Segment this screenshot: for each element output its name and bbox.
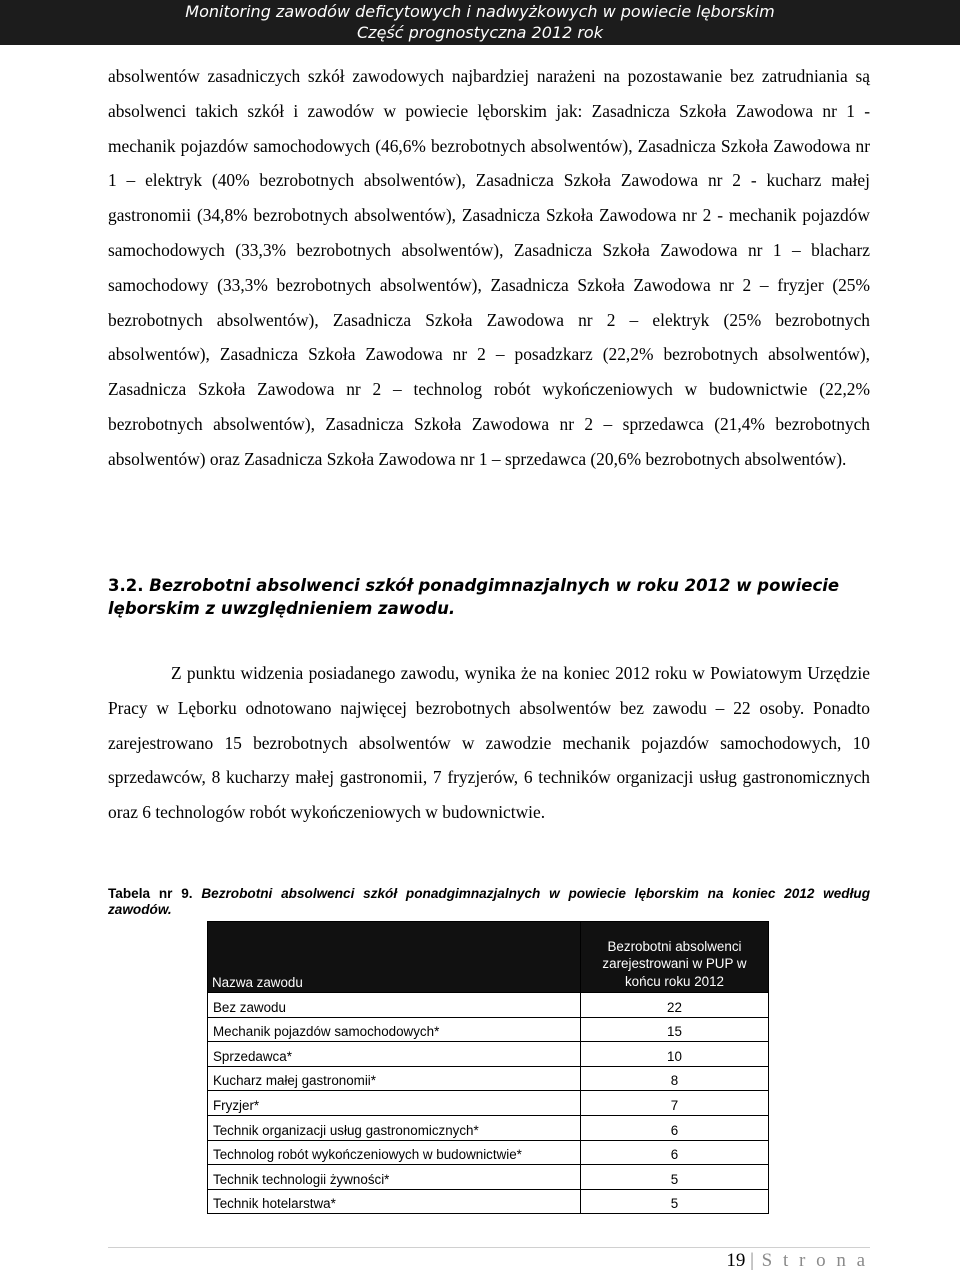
header-subtitle: Część prognostyczna 2012 rok <box>357 23 603 42</box>
profession-count: 8 <box>581 1066 769 1091</box>
footer-page-word: S t r o n a <box>761 1250 868 1271</box>
table-header-row <box>208 922 769 993</box>
header-unemployed-count: Bezrobotni absolwenci zarejestrowani w PUP w końcu roku 2012 <box>581 922 769 993</box>
section-heading <box>108 574 870 620</box>
section-title: Bezrobotni absolwenci szkół ponadgimnazjalnych w roku 2012 w powiecie lęborskim z uwzględnieniem zawodu. <box>108 576 840 618</box>
table-row <box>208 1165 769 1190</box>
profession-name: Technolog robót wykończeniowych w budownictwie* <box>208 1140 581 1165</box>
table-row <box>208 993 769 1018</box>
paragraph-graduates-schools: absolwentów zasadniczych szkół zawodowych najbardziej narażeni na pozostawanie bez zatrudniania są absolwenci takich szkół i zawodów w powiecie lęborskim jak: Zasadnicza Szkoła Zawodowa nr 1 - mechanik pojazdów samochodowych (46,6% bezrobotnych absolwentów), Zasadnicza Szkoła Zawodowa nr 1 – elektryk (40% bezrobotnych absolwentów), Zasadnicza Szkoła Zawodowa nr 2 - kucharz małej gastronomii (34,8% bezrobotnych absolwentów), Zasadnicza Szkoła Zawodowa nr 2 - mechanik pojazdów samochodowych (33,3% bezrobotnych absolwentów), Zasadnicza Szkoła Zawodowa nr 1 – blacharz samochodowy (33,3% bezrobotnych absolwentów), Zasadnicza Szkoła Zawodowa nr 2 – fryzjer (25% bezrobotnych absolwentów), Zasadnicza Szkoła Zawodowa nr 2 – elektryk (25% bezrobotnych absolwentów), Zasadnicza Szkoła Zawodowa nr 2 – posadzkarz (22,2% bezrobotnych absolwentów), Zasadnicza Szkoła Zawodowa nr 2 – technolog robót wykończeniowych w budownictwie (22,2% bezrobotnych absolwentów), Zasadnicza Szkoła Zawodowa nr 2 – sprzedawca (21,4% bezrobotnych absolwentów) oraz Zasadnicza Szkoła Zawodowa nr 1 – sprzedawca (20,6% bezrobotnych absolwentów). <box>108 66 870 469</box>
page-header <box>0 0 960 45</box>
profession-count: 5 <box>581 1189 769 1214</box>
table-row <box>208 1115 769 1140</box>
profession-name: Sprzedawca* <box>208 1042 581 1067</box>
profession-count: 7 <box>581 1091 769 1116</box>
profession-name: Technik hotelarstwa* <box>208 1189 581 1214</box>
profession-name: Fryzjer* <box>208 1091 581 1116</box>
profession-name: Bez zawodu <box>208 993 581 1018</box>
page-footer <box>726 1249 868 1273</box>
table-row <box>208 1066 769 1091</box>
footer-separator: | <box>750 1250 757 1271</box>
professions-table <box>207 921 769 1214</box>
table-row <box>208 1017 769 1042</box>
paragraph-professions: Z punktu widzenia posiadanego zawodu, wynika że na koniec 2012 roku w Powiatowym Urzędzie Pracy w Lęborku odnotowano najwięcej bezrobotnych absolwentów bez zawodu – 22 osoby. Ponadto zarejestrowano 15 bezrobotnych absolwentów w zawodzie mechanik pojazdów samochodowych, 10 sprzedawców, 8 kucharzy małej gastronomii, 7 fryzjerów, 6 techników organizacji usług gastronomicznych oraz 6 technologów robót wykończeniowych w budownictwie. <box>108 663 870 823</box>
profession-name: Technik technologii żywności* <box>208 1165 581 1190</box>
table-caption-label: Tabela nr 9. <box>108 886 193 901</box>
table-row <box>208 1140 769 1165</box>
header-title: Monitoring zawodów deficytowych i nadwyżkowych w powiecie lęborskim <box>185 2 775 21</box>
profession-count: 6 <box>581 1115 769 1140</box>
profession-count: 15 <box>581 1017 769 1042</box>
profession-name: Technik organizacji usług gastronomicznych* <box>208 1115 581 1140</box>
section-number: 3.2. <box>108 576 144 595</box>
profession-count: 6 <box>581 1140 769 1165</box>
table-row <box>208 1189 769 1214</box>
table-caption-text: Bezrobotni absolwenci szkół ponadgimnazjalnych w powiecie lęborskim na koniec 2012 według zawodów. <box>108 886 870 917</box>
page-number: 19 <box>726 1250 746 1271</box>
table-caption <box>108 886 870 918</box>
footer-divider <box>108 1247 870 1248</box>
header-profession-name: Nazwa zawodu <box>208 922 581 993</box>
profession-count: 22 <box>581 993 769 1018</box>
profession-count: 5 <box>581 1165 769 1190</box>
table-row <box>208 1091 769 1116</box>
profession-count: 10 <box>581 1042 769 1067</box>
table-row <box>208 1042 769 1067</box>
profession-name: Kucharz małej gastronomii* <box>208 1066 581 1091</box>
profession-name: Mechanik pojazdów samochodowych* <box>208 1017 581 1042</box>
